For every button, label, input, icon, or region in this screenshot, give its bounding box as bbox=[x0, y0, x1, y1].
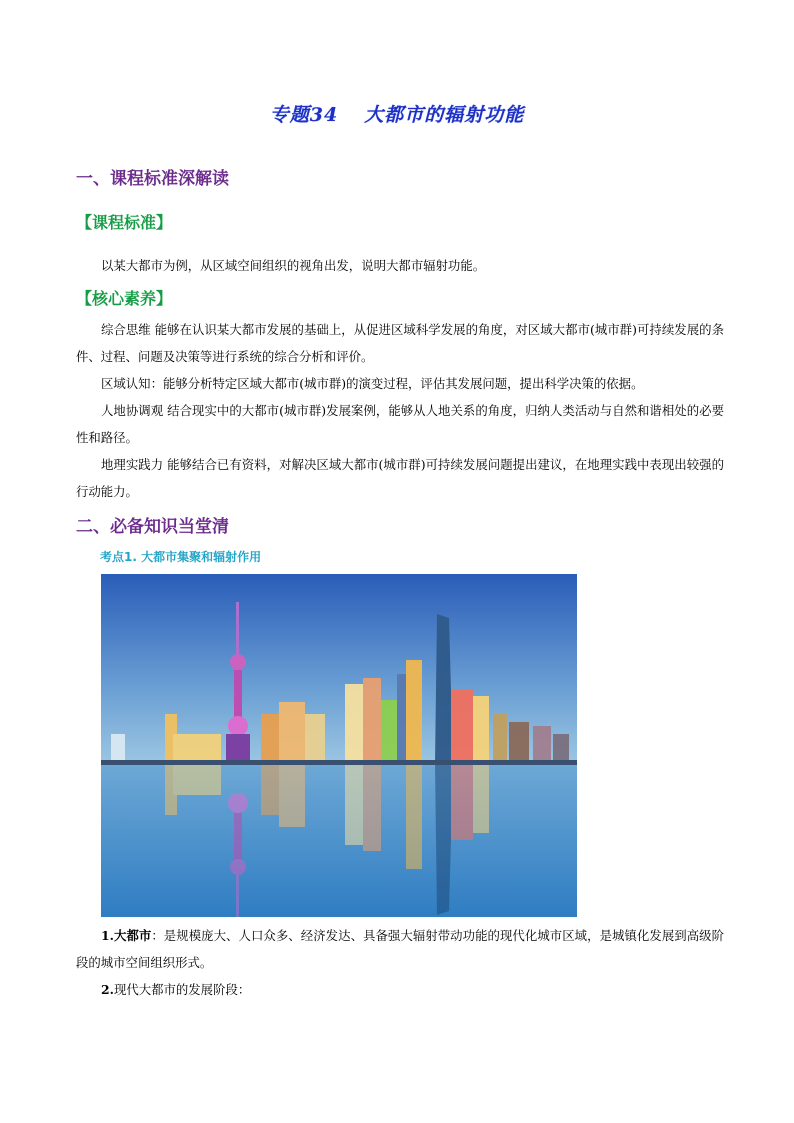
hexin-item-zonghe bbox=[76, 316, 724, 370]
hexin-item-text: 能够结合已有资料，对解决区域大都市(城市群)可持续发展问题提出建议，在地理实践中表现出较强的行动能力。 bbox=[76, 457, 724, 499]
definition-term: 大都市 bbox=[113, 928, 152, 943]
stages-number: 2. bbox=[101, 982, 114, 997]
kecheng-heading: 【课程标准】 bbox=[76, 213, 173, 232]
hexin-item-rendi bbox=[76, 397, 724, 451]
hexin-item-label: 综合思维 bbox=[101, 322, 151, 337]
section1-heading: 一、课程标准深解读 bbox=[76, 169, 229, 189]
title-topic-name: 大都市的辐射功能 bbox=[364, 104, 525, 126]
hexin-item-text: 能够分析特定区域大都市(城市群)的演变过程，评估其发展问题，提出科学决策的依据。 bbox=[162, 376, 644, 391]
page-title bbox=[0, 100, 794, 127]
definition-paragraph bbox=[76, 922, 724, 976]
section2-heading: 二、必备知识当堂清 bbox=[76, 517, 229, 537]
hexin-item-label: 区域认知 bbox=[101, 376, 151, 391]
hexin-item-shijian bbox=[76, 451, 724, 505]
hexin-item-quyu bbox=[76, 370, 724, 397]
hexin-item-text: 结合现实中的大都市(城市群)发展案例，能够从人地关系的角度，归纳人类活动与自然和谐相处的必要性和路径。 bbox=[76, 403, 724, 445]
hexin-item-label: 地理实践力 bbox=[101, 457, 164, 472]
stages-text: 现代大都市的发展阶段： bbox=[113, 982, 251, 997]
stages-paragraph bbox=[76, 976, 724, 1003]
kaodian-label: 考点1. 大都市集聚和辐射作用 bbox=[100, 550, 262, 564]
hexin-item-sep: ： bbox=[150, 376, 163, 391]
kecheng-text: 以某大都市为例，从区域空间组织的视角出发，说明大都市辐射功能。 bbox=[101, 258, 486, 273]
definition-number: 1. bbox=[101, 928, 114, 943]
definition-text: ：是规模庞大、人口众多、经济发达、具备强大辐射带动功能的现代化城市区域，是城镇化发展到高级阶段的城市空间组织形式。 bbox=[76, 928, 725, 970]
shanghai-skyline-photo bbox=[101, 574, 577, 917]
hexin-heading: 【核心素养】 bbox=[76, 289, 173, 308]
hexin-item-label: 人地协调观 bbox=[101, 403, 164, 418]
hexin-item-text: 能够在认识某大都市发展的基础上，从促进区域科学发展的角度，对区域大都市(城市群)可持续发展的条件、过程、问题及决策等进行系统的综合分析和评价。 bbox=[76, 322, 724, 364]
title-topic-number: 专题34 bbox=[269, 104, 339, 126]
